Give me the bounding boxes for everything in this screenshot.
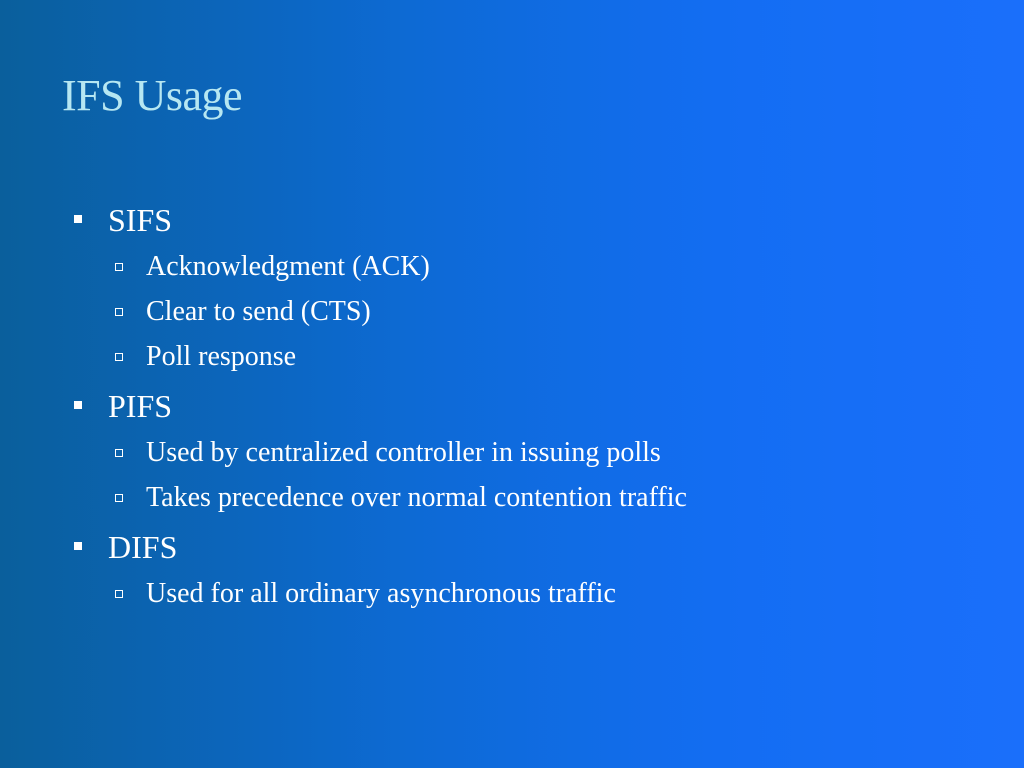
slide-title: IFS Usage [62, 71, 243, 120]
bullet-label: PIFS [108, 388, 173, 424]
square-bullet-icon [74, 542, 82, 550]
hollow-square-bullet-icon [115, 308, 123, 316]
bullet-item-difs [72, 527, 972, 567]
sub-bullet-item [72, 435, 972, 471]
sub-bullet-item [72, 294, 972, 330]
sub-bullet-label: Used for all ordinary asynchronous traffic [146, 578, 616, 609]
bullet-item-sifs [72, 200, 972, 240]
square-bullet-icon [74, 215, 82, 223]
sub-bullet-label: Poll response [146, 341, 297, 372]
hollow-square-bullet-icon [115, 494, 123, 502]
bullet-list [72, 200, 972, 612]
sub-bullet-label: Used by centralized controller in issuing polls [146, 437, 661, 468]
hollow-square-bullet-icon [115, 353, 123, 361]
sub-bullet-item [72, 249, 972, 285]
sub-bullet-item [72, 576, 972, 612]
sub-bullet-label: Clear to send (CTS) [146, 296, 371, 327]
bullet-label: SIFS [108, 202, 173, 238]
sub-bullet-item [72, 480, 972, 516]
hollow-square-bullet-icon [115, 449, 123, 457]
bullet-item-pifs [72, 386, 972, 426]
hollow-square-bullet-icon [115, 263, 123, 271]
sub-bullet-label: Acknowledgment (ACK) [146, 251, 430, 282]
sub-bullet-label: Takes precedence over normal contention traffic [146, 482, 687, 513]
square-bullet-icon [74, 401, 82, 409]
hollow-square-bullet-icon [115, 590, 123, 598]
bullet-label: DIFS [108, 529, 178, 565]
sub-bullet-item [72, 339, 972, 375]
